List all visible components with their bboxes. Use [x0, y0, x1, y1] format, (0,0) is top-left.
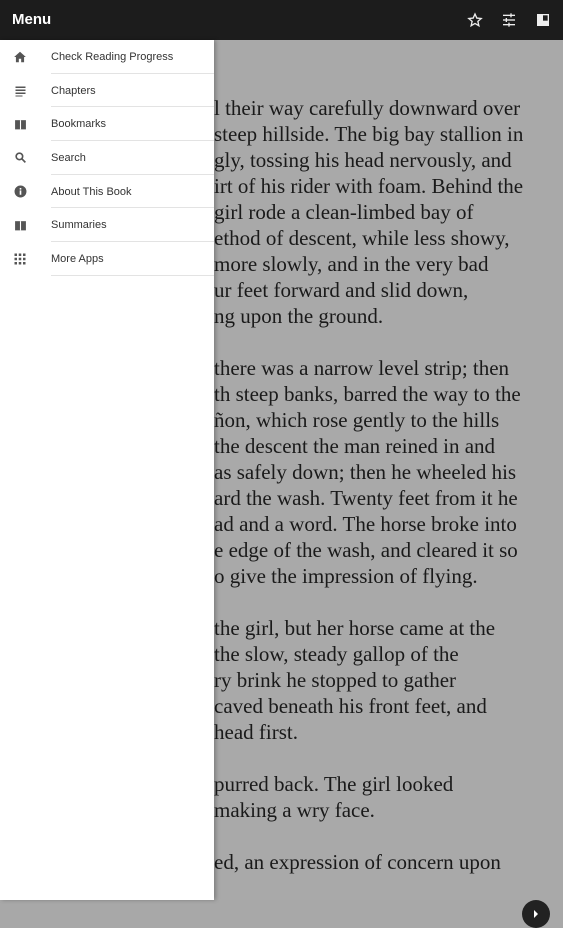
list-icon — [12, 83, 28, 99]
menu-item-more-apps[interactable] — [0, 242, 214, 276]
book-line-text: o give the impression of flying. — [214, 564, 478, 588]
book-line-text: there was a narrow level strip; then — [214, 356, 510, 380]
book-line-text: the slow, steady gallop of the — [214, 642, 459, 666]
star-icon[interactable] — [465, 9, 485, 31]
menu-item-label: More Apps — [51, 252, 104, 265]
book-line-text: ng upon the ground. — [214, 304, 384, 328]
book-line-text: ad and a word. The horse broke into — [214, 512, 517, 536]
book-line-text: irt of his rider with foam. Behind the — [214, 174, 524, 198]
book-line-text: e edge of the wash, and cleared it so — [214, 538, 518, 562]
book-line-text: steep hillside. The big bay stallion in — [214, 122, 524, 146]
book-line-text: gly, tossing his head nervously, and — [214, 148, 512, 172]
book-line-text: more slowly, and in the very bad — [214, 252, 489, 276]
menu-item-label: Chapters — [51, 84, 96, 97]
menu-item-label: Summaries — [51, 219, 107, 232]
menu-title: Menu — [12, 11, 52, 28]
menu-item-chapters[interactable] — [0, 74, 214, 108]
navigation-drawer — [0, 40, 214, 900]
home-icon — [12, 49, 28, 65]
info-icon — [12, 184, 28, 200]
grid-icon — [12, 251, 28, 267]
book-line-text: ethod of descent, while less showy, — [214, 226, 510, 250]
top-app-bar — [0, 0, 563, 40]
book-line-text: the descent the man reined in and — [214, 434, 496, 458]
search-icon — [12, 150, 28, 166]
book-icon[interactable] — [533, 9, 553, 31]
chevron-right-icon — [531, 909, 541, 919]
book-line-text: head first. — [214, 720, 298, 744]
next-page-button[interactable] — [522, 900, 550, 928]
book-line-text: ard the wash. Twenty feet from it he — [214, 486, 518, 510]
book-line-text: l their way carefully downward over — [214, 96, 521, 120]
book-icon — [12, 217, 28, 233]
book-line-text: th steep banks, barred the way to the — [214, 382, 521, 406]
menu-item-label: About This Book — [51, 185, 132, 198]
book-line-text: making a wry face. — [214, 798, 375, 822]
book-line-text: caved beneath his front feet, and — [214, 694, 487, 718]
menu-item-search[interactable] — [0, 141, 214, 175]
settings-sliders-icon[interactable] — [499, 9, 519, 31]
book-line-text: girl rode a clean-limbed bay of — [214, 200, 474, 224]
book-line-text: ñon, which rose gently to the hills — [214, 408, 500, 432]
book-line-text: as safely down; then he wheeled his — [214, 460, 517, 484]
menu-item-about-this-book[interactable] — [0, 175, 214, 209]
menu-item-label: Bookmarks — [51, 118, 107, 131]
book-line-text: ry brink he stopped to gather — [214, 668, 457, 692]
book-line-text: purred back. The girl looked — [214, 772, 454, 796]
book-line-text: ed, an expression of concern upon — [214, 850, 501, 874]
toolbar-actions — [465, 9, 553, 31]
menu-item-label: Search — [51, 151, 86, 164]
book-line-text: ur feet forward and slid down, — [214, 278, 469, 302]
menu-item-label: Check Reading Progress — [51, 50, 174, 63]
menu-item-check-reading-progress[interactable] — [0, 40, 214, 74]
menu-item-summaries[interactable] — [0, 208, 214, 242]
menu-item-bookmarks[interactable] — [0, 107, 214, 141]
book-icon — [12, 116, 28, 132]
book-line-text: the girl, but her horse came at the — [214, 616, 496, 640]
